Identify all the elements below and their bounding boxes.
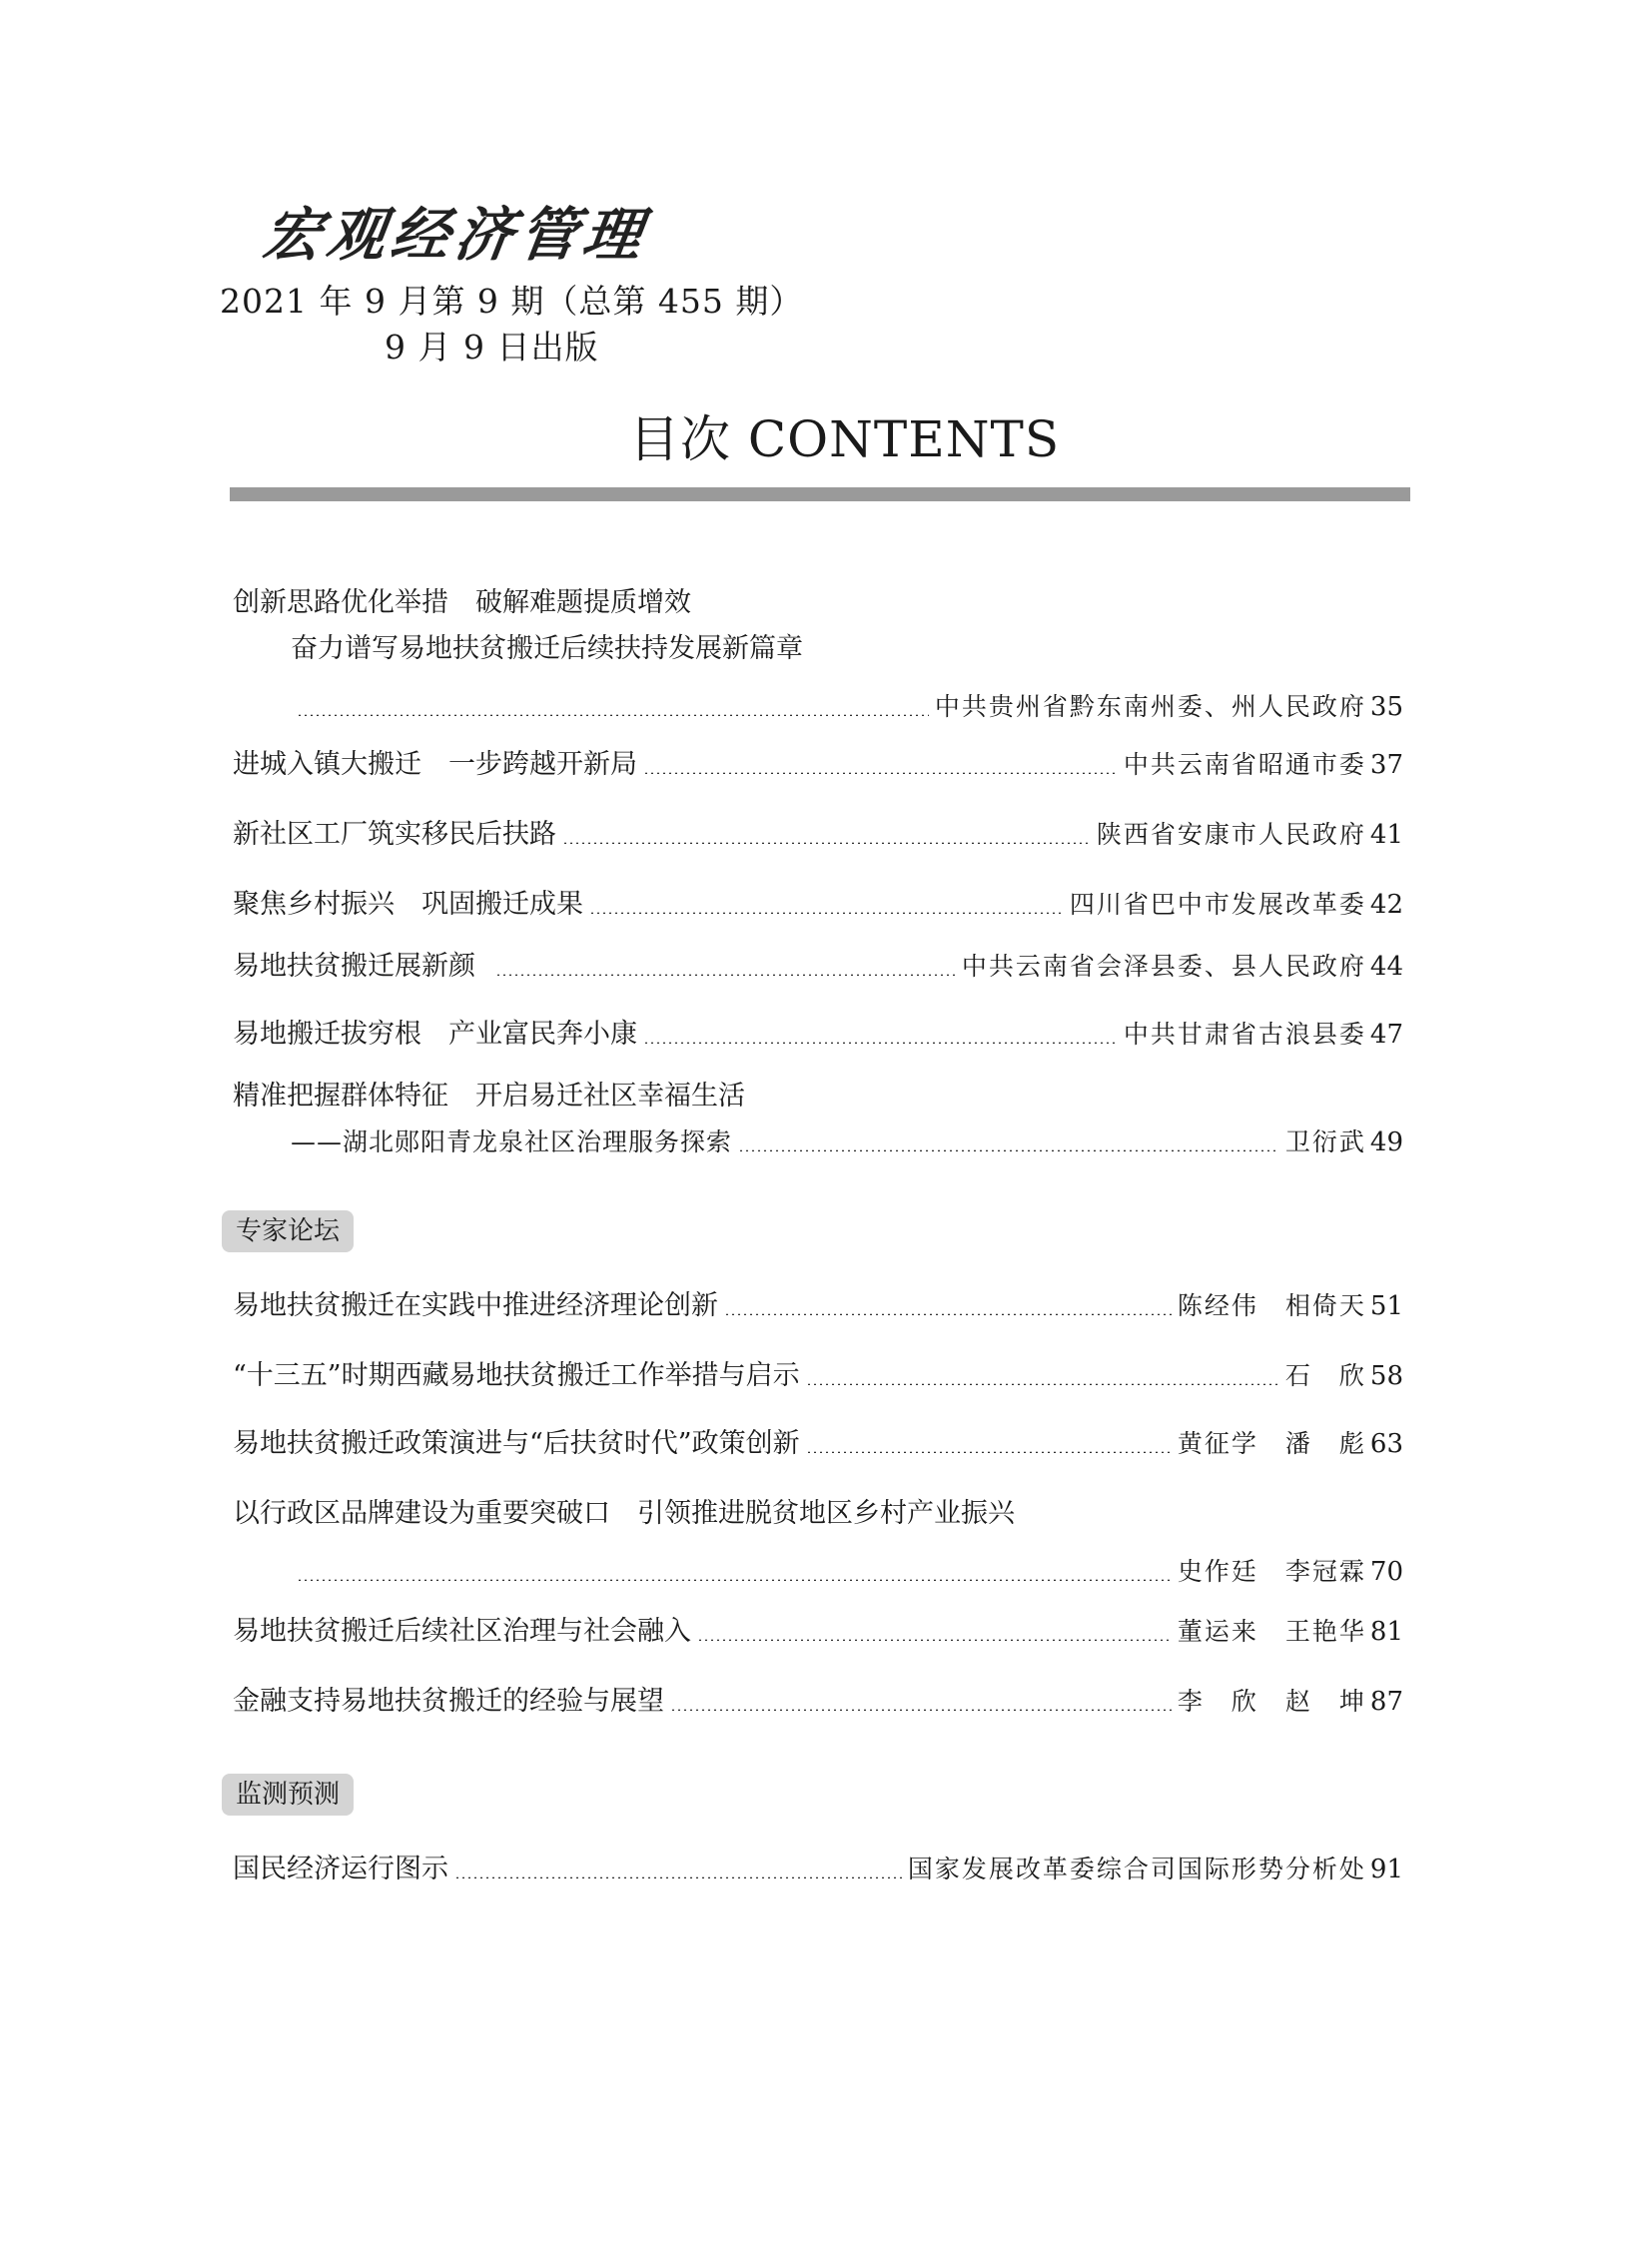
section-label-expert: 专家论坛	[222, 1210, 354, 1252]
toc-entry[interactable]	[233, 1426, 1403, 1462]
entry-title: 以行政区品牌建设为重要突破口 引领推进脱贫地区乡村产业振兴	[233, 1498, 1015, 1529]
dot-leader	[806, 1451, 1172, 1453]
entry-page: 49	[1369, 1127, 1403, 1157]
entry-author: 四川省巴中市发展改革委	[1069, 890, 1366, 919]
dot-leader	[297, 714, 929, 716]
dot-leader	[297, 1579, 1172, 1581]
entry-page: 63	[1369, 1429, 1403, 1459]
entry-title: 易地搬迁拔穷根 产业富民奔小康	[233, 1019, 637, 1050]
entry-author: 李 欣 赵 坤	[1177, 1687, 1366, 1716]
entry-author: 中共云南省昭通市委	[1123, 750, 1366, 779]
entry-title: 精准把握群体特征 开启易迁社区幸福生活	[233, 1081, 745, 1112]
entry-page: 81	[1369, 1617, 1403, 1647]
toc-entry[interactable]	[233, 1684, 1403, 1720]
toc-entry[interactable]	[233, 887, 1403, 923]
contents-title: 目次 CONTENTS	[629, 410, 1061, 468]
entry-page: 41	[1369, 820, 1403, 850]
toc-entry[interactable]	[233, 1079, 1403, 1160]
dot-leader	[738, 1149, 1279, 1151]
entry-author: 中共甘肃省古浪县委	[1123, 1020, 1366, 1049]
toc-entry[interactable]	[233, 585, 1403, 725]
entry-page: 70	[1369, 1557, 1403, 1587]
publish-date: 9 月 9 日出版	[385, 328, 599, 367]
entry-title: 金融支持易地扶贫搬迁的经验与展望	[233, 1686, 664, 1717]
entry-title: 易地扶贫搬迁政策演进与“后扶贫时代”政策创新	[233, 1428, 800, 1459]
toc-entry[interactable]	[233, 1358, 1403, 1394]
toc-entry[interactable]	[233, 1288, 1403, 1324]
entry-title: 新社区工厂筑实移民后扶路	[233, 819, 556, 850]
entry-author: 史作廷 李冠霖	[1177, 1557, 1366, 1586]
toc-entry[interactable]	[233, 1496, 1403, 1590]
entry-page: 51	[1369, 1291, 1403, 1321]
dot-leader	[643, 772, 1118, 774]
issue-info: 2021 年 9 月第 9 期（总第 455 期）	[220, 282, 804, 321]
entry-page: 42	[1369, 890, 1403, 920]
entry-page: 47	[1369, 1020, 1403, 1050]
entry-author: 中共贵州省黔东南州委、州人民政府	[934, 692, 1366, 721]
dot-leader	[697, 1639, 1172, 1641]
entry-title: 聚焦乡村振兴 巩固搬迁成果	[233, 889, 583, 920]
toc-entry[interactable]	[233, 747, 1403, 783]
dot-leader	[562, 842, 1091, 844]
entry-page: 37	[1369, 750, 1403, 780]
entry-page: 58	[1369, 1361, 1403, 1391]
entry-title: 易地扶贫搬迁在实践中推进经济理论创新	[233, 1290, 718, 1321]
toc-entry[interactable]	[233, 1852, 1403, 1887]
entry-author: 卫衍武	[1284, 1127, 1366, 1156]
dot-leader	[670, 1709, 1172, 1711]
dot-leader	[495, 974, 956, 976]
toc-entry[interactable]	[233, 1017, 1403, 1053]
entry-author: 石 欣	[1284, 1361, 1366, 1390]
entry-author: 中共云南省会泽县委、县人民政府	[961, 952, 1366, 981]
entry-title: 进城入镇大搬迁 一步跨越开新局	[233, 749, 637, 780]
entry-subtitle: 奋力谱写易地扶贫搬迁后续扶持发展新篇章	[291, 633, 803, 664]
entry-title: 易地扶贫搬迁展新颜	[233, 951, 475, 982]
dot-leader	[454, 1876, 902, 1878]
entry-author: 陕西省安康市人民政府	[1096, 820, 1366, 849]
entry-title: “十三五”时期西藏易地扶贫搬迁工作举措与启示	[233, 1360, 800, 1391]
toc-entry[interactable]	[233, 949, 1403, 985]
toc-entry[interactable]	[233, 817, 1403, 853]
entry-page: 35	[1369, 692, 1403, 722]
dot-leader	[589, 912, 1064, 914]
entry-title: 国民经济运行图示	[233, 1854, 448, 1884]
section-label-monitor: 监测预测	[222, 1774, 354, 1816]
dot-leader	[724, 1313, 1172, 1315]
entry-page: 87	[1369, 1687, 1403, 1717]
entry-page: 91	[1369, 1855, 1403, 1884]
journal-logo: 宏观经济管理	[259, 201, 652, 269]
entry-author: 董运来 王艳华	[1177, 1617, 1366, 1646]
entry-author: 黄征学 潘 彪	[1177, 1429, 1366, 1458]
entry-subtitle: ——湖北郧阳青龙泉社区治理服务探索	[291, 1127, 733, 1156]
dot-leader	[806, 1383, 1279, 1385]
entry-author: 国家发展改革委综合司国际形势分析处	[907, 1855, 1366, 1883]
entry-title: 易地扶贫搬迁后续社区治理与社会融入	[233, 1616, 691, 1647]
toc-entry[interactable]	[233, 1614, 1403, 1650]
entry-author: 陈经伟 相倚天	[1177, 1291, 1366, 1320]
entry-title: 创新思路优化举措 破解难题提质增效	[233, 587, 691, 618]
entry-page: 44	[1369, 952, 1403, 982]
title-rule	[230, 487, 1410, 501]
dot-leader	[643, 1042, 1118, 1044]
